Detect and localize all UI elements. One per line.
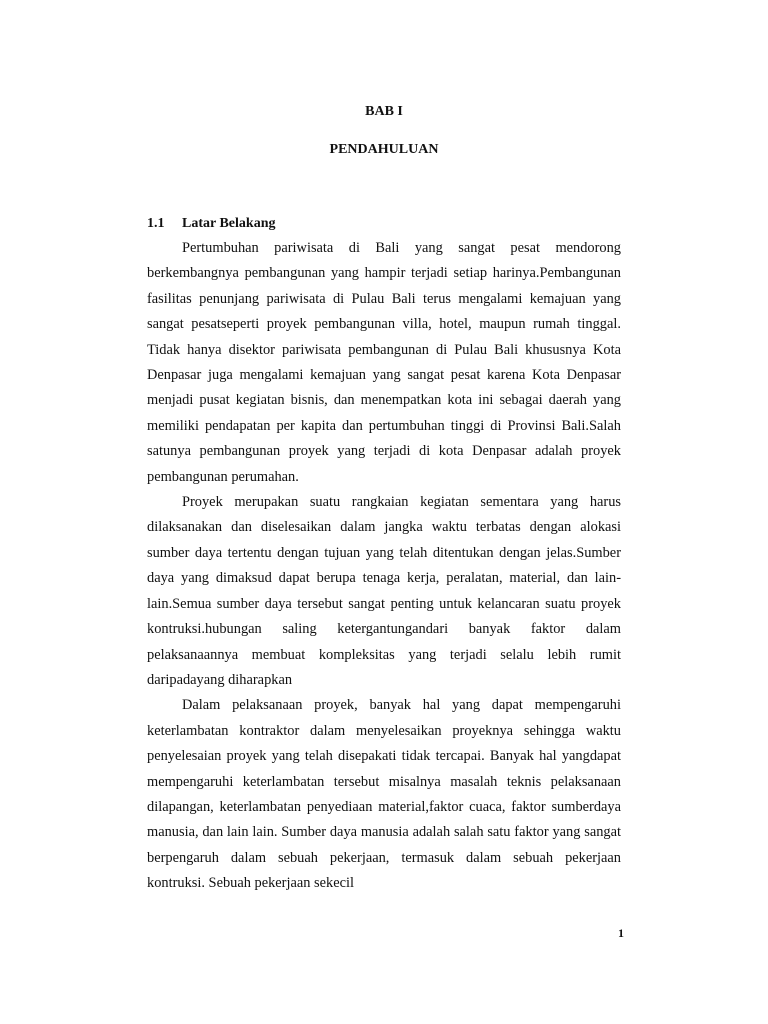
- page-number: 1: [618, 926, 624, 940]
- paragraph: Pertumbuhan pariwisata di Bali yang sangat pesat mendorong berkembangnya pembangunan yang hampir terjadi setiap harinya.Pembangunan fasilitas penunjang pariwisata di Pulau Bali terus mengalami kemajuan yang sangat pesatseperti proyek pembangunan villa, hotel, maupun rumah tinggal. Tidak hanya disektor pariwisata pembangunan di Pulau Bali khususnya Kota Denpasar juga mengalami kemajuan yang sangat pesat karena Kota Denpasar menjadi pusat kegiatan bisnis, dan menempatkan kota ini sebagai daerah yang memiliki pendapatan per kapita dan pertumbuhan tinggi di Provinsi Bali.Salah satunya pembangunan proyek yang terjadi di kota Denpasar adalah proyek pembangunan perumahan.: [147, 240, 621, 485]
- section-number: 1.1: [147, 216, 165, 231]
- paragraph: Dalam pelaksanaan proyek, banyak hal yang dapat mempengaruhi keterlambatan kontraktor dalam menyelesaikan proyeknya sehingga waktu penyelesaian proyek yang telah disepakati tidak tercapai. Banyak hal yangdapat mempengaruhi keterlambatan tersebut misalnya masalah teknis pelaksanaan dilapangan, keterlambatan penyediaan material,faktor cuaca, faktor sumberdaya manusia, dan lain lain. Sumber daya manusia adalah salah satu faktor yang sangat berpengaruh dalam sebuah pekerjaan, termasuk dalam sebuah pekerjaan kontruksi. Sebuah pekerjaan sekecil: [147, 697, 621, 892]
- chapter-label: BAB I: [365, 104, 403, 119]
- chapter-title: PENDAHULUAN: [329, 142, 439, 157]
- section-heading: [147, 216, 275, 232]
- paragraph: Proyek merupakan suatu rangkaian kegiatan sementara yang harus dilaksanakan dan diselesaikan dalam jangka waktu terbatas dengan alokasi sumber daya tertentu dengan tujuan yang telah ditentukan dengan jelas.Sumber daya yang dimaksud dapat berupa tenaga kerja, peralatan, material, dan lain-lain.Semua sumber daya tersebut sangat penting untuk kelancaran suatu proyek kontruksi.hubungan saling ketergantungandari banyak faktor dalam pelaksanaannya membuat kompleksitas yang terjadi selalu lebih rumit daripadayang diharapkan: [147, 494, 621, 688]
- section-title: Latar Belakang: [182, 216, 276, 231]
- body-text: [147, 236, 621, 897]
